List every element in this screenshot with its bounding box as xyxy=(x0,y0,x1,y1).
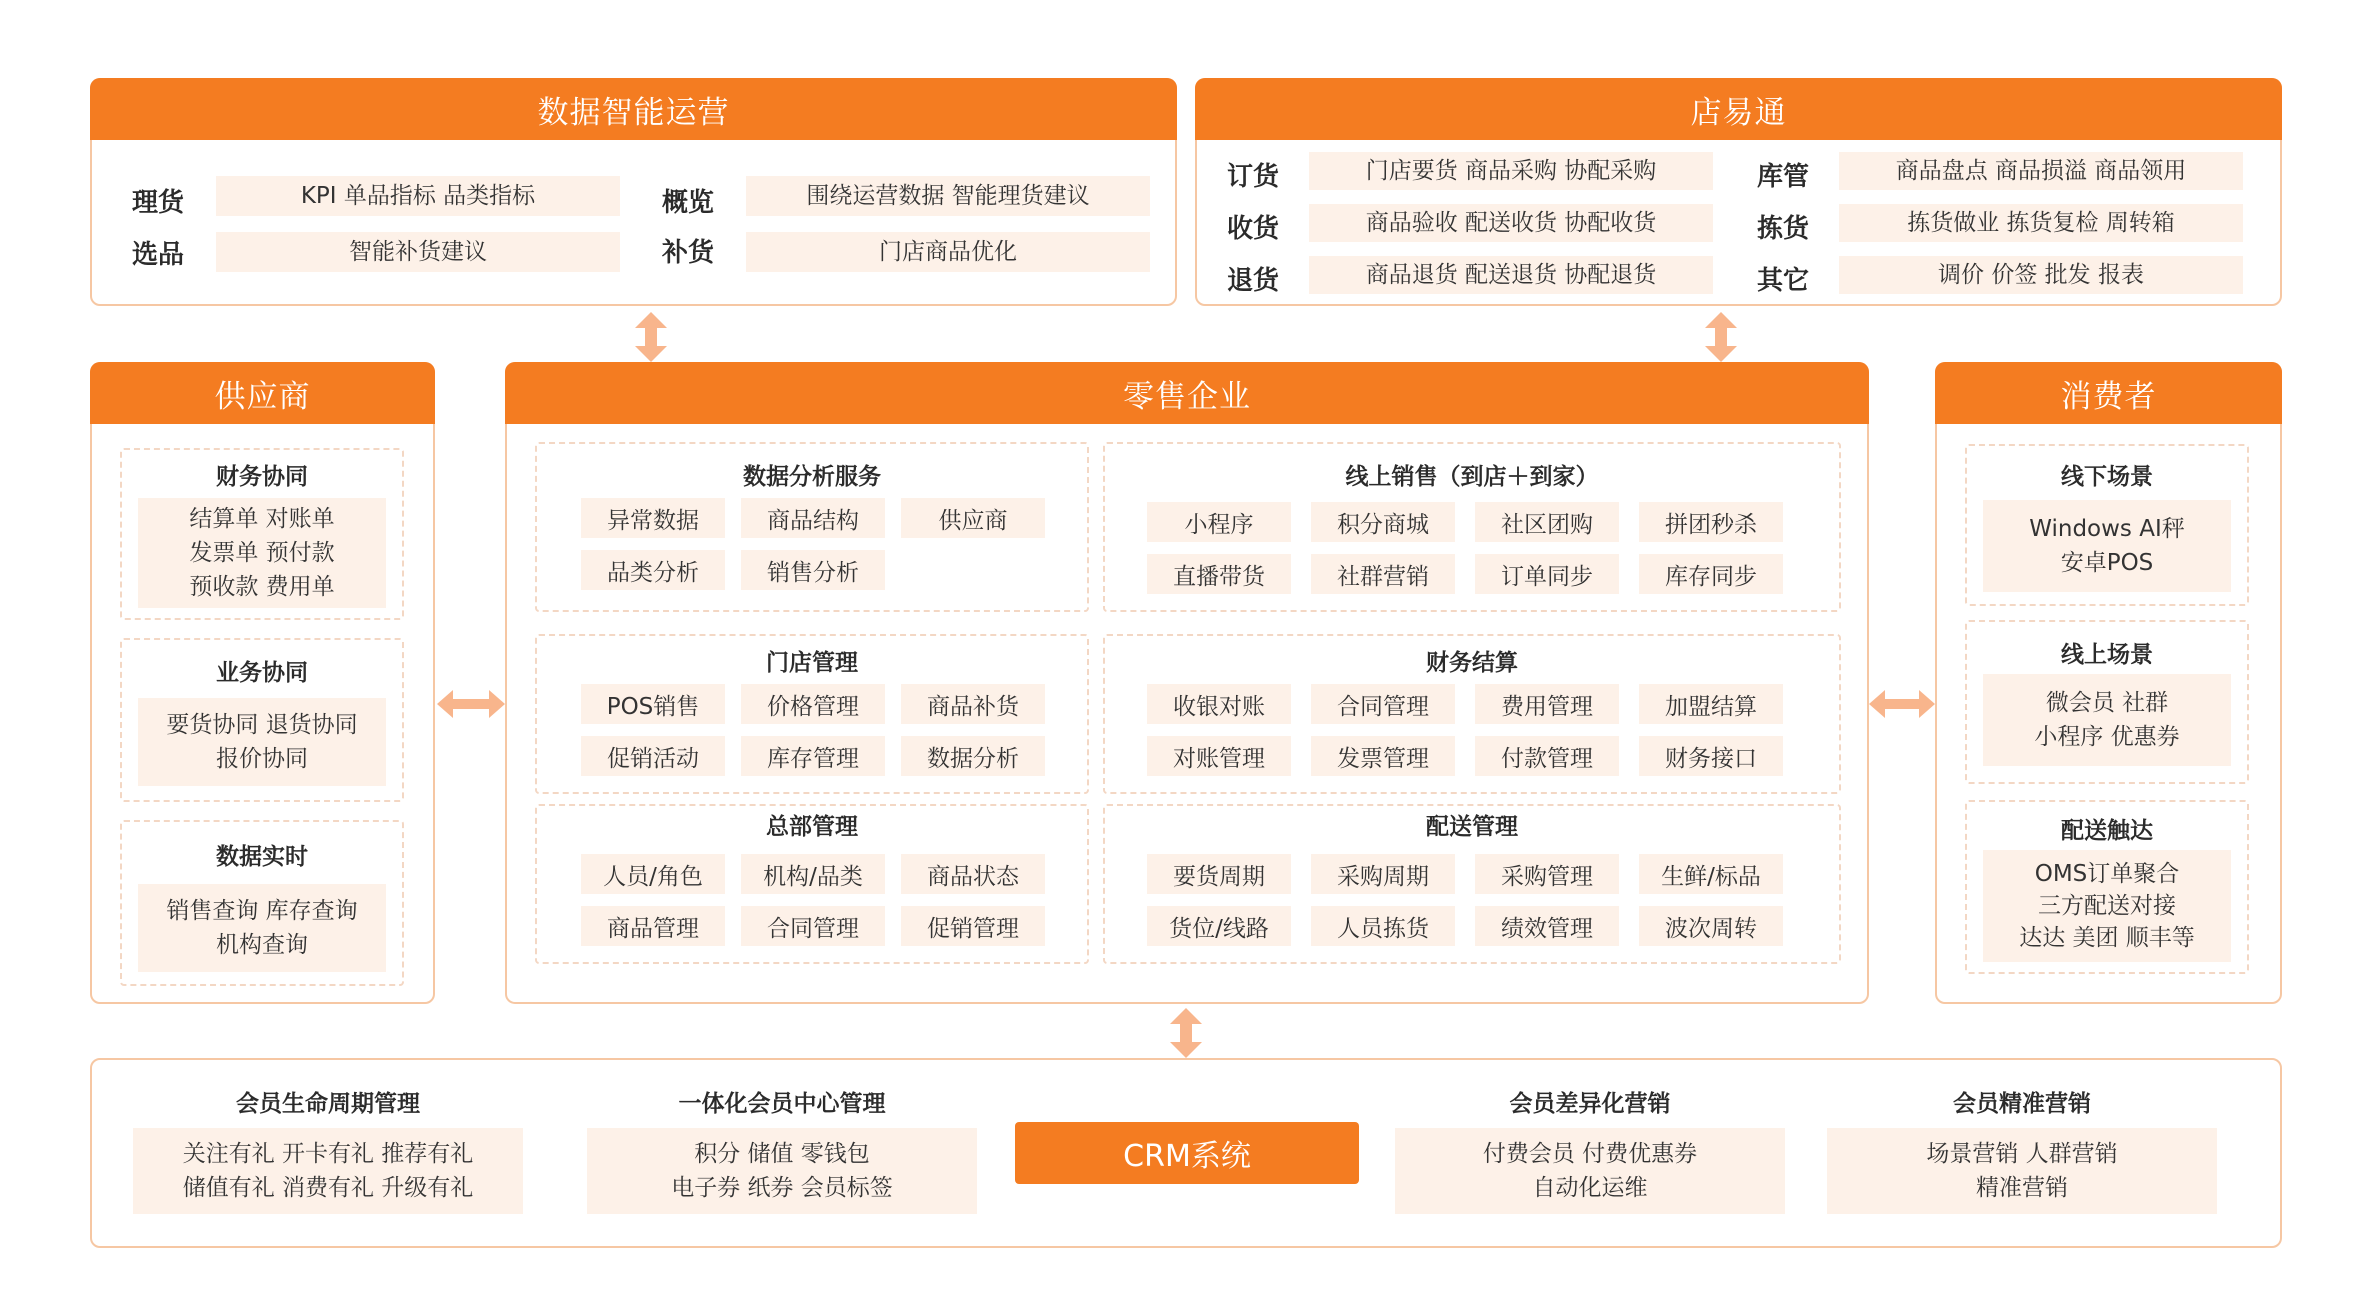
group-title: 数据分析服务 xyxy=(743,464,881,490)
crm-group-title: 会员生命周期管理 xyxy=(236,1091,420,1117)
row-label: 退货 xyxy=(1227,266,1280,296)
group-item: 合同管理 xyxy=(1311,684,1455,724)
group-item: 波次周转 xyxy=(1639,906,1783,946)
group-line: 电子券 纸券 会员标签 xyxy=(671,1175,893,1201)
group-line: 达达 美团 顺丰等 xyxy=(2019,925,2195,951)
group-item: 采购管理 xyxy=(1475,854,1619,894)
group-item: 货位/线路 xyxy=(1147,906,1291,946)
group-line: 预收款 费用单 xyxy=(189,574,335,600)
vertical-double-arrow-icon xyxy=(1168,1008,1204,1058)
group-item: 商品管理 xyxy=(581,906,725,946)
group-line: OMS订单聚合 xyxy=(2034,861,2180,887)
group-title: 门店管理 xyxy=(766,650,858,676)
row-label: 收货 xyxy=(1227,214,1280,244)
vertical-double-arrow-icon xyxy=(1703,312,1739,362)
group-body xyxy=(138,698,386,786)
group-title: 总部管理 xyxy=(766,814,858,840)
group-line: 三方配送对接 xyxy=(2038,893,2176,919)
retail-group-delivery xyxy=(1103,804,1841,964)
consumer-panel xyxy=(1935,362,2282,1004)
row-value: 围绕运营数据 智能理货建议 xyxy=(746,176,1150,216)
group-item: 数据分析 xyxy=(901,736,1045,776)
group-item: 拼团秒杀 xyxy=(1639,502,1783,542)
group-item: 库存管理 xyxy=(741,736,885,776)
dianyitong-title: 店易通 xyxy=(1195,78,2282,140)
row-label: 拣货 xyxy=(1757,214,1810,244)
group-item: 加盟结算 xyxy=(1639,684,1783,724)
retail-title: 零售企业 xyxy=(505,362,1869,424)
consumer-group-online xyxy=(1965,620,2249,784)
group-line: 报价协同 xyxy=(216,746,308,772)
group-title: 配送管理 xyxy=(1426,814,1518,840)
group-title: 线下场景 xyxy=(2061,464,2153,490)
group-item: 费用管理 xyxy=(1475,684,1619,724)
group-item: 机构/品类 xyxy=(741,854,885,894)
horizontal-double-arrow-icon xyxy=(437,688,505,720)
group-item: 商品补货 xyxy=(901,684,1045,724)
group-item: 人员拣货 xyxy=(1311,906,1455,946)
group-line: 积分 储值 零钱包 xyxy=(694,1141,870,1167)
group-line: 关注有礼 开卡有礼 推荐有礼 xyxy=(182,1141,474,1167)
retail-group-online-sales xyxy=(1103,442,1841,612)
group-item: 财务接口 xyxy=(1639,736,1783,776)
group-title: 配送触达 xyxy=(2061,818,2153,844)
group-line: 精准营销 xyxy=(1976,1175,2068,1201)
group-item: 商品结构 xyxy=(741,498,885,538)
group-item: 绩效管理 xyxy=(1475,906,1619,946)
group-item: 人员/角色 xyxy=(581,854,725,894)
group-line: 自动化运维 xyxy=(1532,1175,1648,1201)
crm-group-title: 会员精准营销 xyxy=(1953,1091,2091,1117)
group-body xyxy=(138,498,386,608)
group-item: 直播带货 xyxy=(1147,554,1291,594)
group-item: 品类分析 xyxy=(581,550,725,590)
row-label: 其它 xyxy=(1757,266,1810,296)
retail-group-hq-mgmt xyxy=(535,804,1089,964)
row-value: 拣货做业 拣货复检 周转箱 xyxy=(1839,204,2243,242)
group-item: 生鲜/标品 xyxy=(1639,854,1783,894)
group-title: 线上销售（到店＋到家） xyxy=(1345,464,1599,490)
group-line: 要货协同 退货协同 xyxy=(166,712,358,738)
crm-group-body xyxy=(1395,1128,1785,1214)
group-item: 供应商 xyxy=(901,498,1045,538)
row-label: 库管 xyxy=(1757,162,1810,192)
supplier-group-finance xyxy=(120,448,404,620)
retail-panel xyxy=(505,362,1869,1004)
group-item: POS销售 xyxy=(581,684,725,724)
group-line: 安卓POS xyxy=(2060,550,2154,576)
row-value: 智能补货建议 xyxy=(216,232,620,272)
group-title: 财务协同 xyxy=(216,464,308,490)
row-label: 选品 xyxy=(132,240,185,270)
group-line: 机构查询 xyxy=(216,932,308,958)
group-item: 对账管理 xyxy=(1147,736,1291,776)
data-ops-title: 数据智能运营 xyxy=(90,78,1177,140)
consumer-title: 消费者 xyxy=(1935,362,2282,424)
group-item: 采购周期 xyxy=(1311,854,1455,894)
group-item: 促销活动 xyxy=(581,736,725,776)
retail-group-store-mgmt xyxy=(535,634,1089,794)
consumer-group-offline xyxy=(1965,444,2249,606)
group-item: 合同管理 xyxy=(741,906,885,946)
crm-group-title: 会员差异化营销 xyxy=(1509,1091,1671,1117)
row-value: 门店要货 商品采购 协配采购 xyxy=(1309,152,1713,190)
supplier-panel xyxy=(90,362,435,1004)
vertical-double-arrow-icon xyxy=(633,312,669,362)
group-item: 异常数据 xyxy=(581,498,725,538)
group-item: 小程序 xyxy=(1147,502,1291,542)
row-value: 商品盘点 商品损溢 商品领用 xyxy=(1839,152,2243,190)
retail-group-data-analysis xyxy=(535,442,1089,612)
row-label: 补货 xyxy=(662,238,715,268)
row-value: 商品退货 配送退货 协配退货 xyxy=(1309,256,1713,294)
group-line: 场景营销 人群营销 xyxy=(1926,1141,2118,1167)
group-item: 社区团购 xyxy=(1475,502,1619,542)
data-ops-panel xyxy=(90,78,1177,306)
row-label: 概览 xyxy=(662,188,715,218)
group-item: 销售分析 xyxy=(741,550,885,590)
group-item: 积分商城 xyxy=(1311,502,1455,542)
group-title: 数据实时 xyxy=(216,844,308,870)
horizontal-double-arrow-icon xyxy=(1869,688,1935,720)
group-item: 促销管理 xyxy=(901,906,1045,946)
group-line: 付费会员 付费优惠券 xyxy=(1482,1141,1698,1167)
group-body xyxy=(1983,500,2231,592)
group-item: 收银对账 xyxy=(1147,684,1291,724)
group-item: 社群营销 xyxy=(1311,554,1455,594)
supplier-title: 供应商 xyxy=(90,362,435,424)
group-line: 微会员 社群 xyxy=(2045,690,2169,716)
supplier-group-business xyxy=(120,638,404,802)
supplier-group-realtime xyxy=(120,820,404,986)
row-label: 理货 xyxy=(132,188,185,218)
dianyitong-panel xyxy=(1195,78,2282,306)
group-item: 价格管理 xyxy=(741,684,885,724)
group-line: 储值有礼 消费有礼 升级有礼 xyxy=(182,1175,474,1201)
crm-system-badge: CRM系统 xyxy=(1015,1122,1359,1184)
crm-group-body xyxy=(133,1128,523,1214)
group-body xyxy=(1983,850,2231,962)
row-value: 门店商品优化 xyxy=(746,232,1150,272)
group-title: 财务结算 xyxy=(1426,650,1518,676)
crm-group-title: 一体化会员中心管理 xyxy=(678,1091,886,1117)
group-line: 发票单 预付款 xyxy=(189,540,335,566)
group-item: 库存同步 xyxy=(1639,554,1783,594)
group-line: 销售查询 库存查询 xyxy=(166,898,358,924)
crm-group-body xyxy=(587,1128,977,1214)
group-item: 订单同步 xyxy=(1475,554,1619,594)
crm-group-body xyxy=(1827,1128,2217,1214)
group-item: 发票管理 xyxy=(1311,736,1455,776)
group-title: 线上场景 xyxy=(2061,642,2153,668)
group-line: Windows AI秤 xyxy=(2029,516,2185,542)
group-body xyxy=(138,884,386,972)
group-item: 要货周期 xyxy=(1147,854,1291,894)
group-item: 付款管理 xyxy=(1475,736,1619,776)
group-body xyxy=(1983,674,2231,766)
row-value: 商品验收 配送收货 协配收货 xyxy=(1309,204,1713,242)
group-line: 结算单 对账单 xyxy=(189,506,335,532)
group-line: 小程序 优惠券 xyxy=(2034,724,2180,750)
group-item: 商品状态 xyxy=(901,854,1045,894)
group-title: 业务协同 xyxy=(216,660,308,686)
row-label: 订货 xyxy=(1227,162,1280,192)
consumer-group-delivery xyxy=(1965,800,2249,974)
row-value: KPI 单品指标 品类指标 xyxy=(216,176,620,216)
retail-group-finance xyxy=(1103,634,1841,794)
row-value: 调价 价签 批发 报表 xyxy=(1839,256,2243,294)
